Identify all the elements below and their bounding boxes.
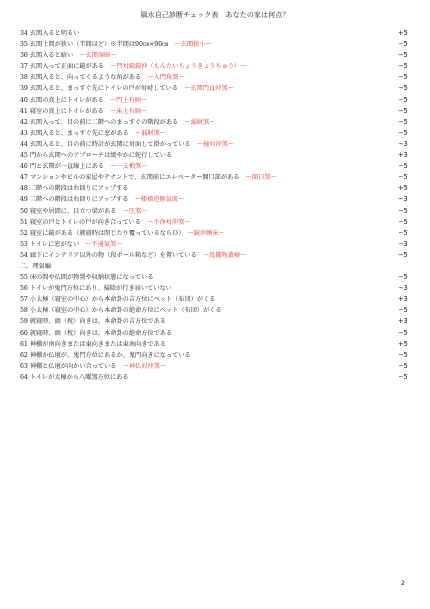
- item-description: 36 玄関入ると暗い: [20, 52, 74, 60]
- checklist-item-text: [20, 206, 147, 217]
- item-fengshui-note: 〜漏財煞〜: [184, 118, 216, 126]
- item-fengshui-note: 〜神仏対沖煞〜: [122, 362, 166, 370]
- checklist-group-riqi: [20, 272, 418, 383]
- checklist-row: [20, 72, 418, 83]
- item-description: 46 門と玄関が一直線上にある: [20, 163, 105, 171]
- item-fengshui-note: 〜鏡沖睡床〜: [187, 229, 225, 237]
- checklist-row: [20, 328, 418, 339]
- checklist-item-text: [20, 217, 190, 228]
- item-fengshui-note: 〜撞対沖煞〜: [196, 140, 235, 148]
- checklist-item-text: [20, 50, 116, 61]
- item-fengshui-note: 〜玄関門直沖煞〜: [184, 85, 234, 93]
- checklist-row: [20, 83, 418, 94]
- item-score: −5: [398, 206, 408, 215]
- checklist-item-text: [20, 117, 215, 128]
- item-score: −5: [398, 250, 408, 259]
- item-fengshui-note: 〜圧煞〜: [122, 207, 148, 215]
- item-score: −5: [398, 84, 408, 93]
- checklist-row: [20, 39, 418, 50]
- checklist-item-text: [20, 172, 277, 183]
- item-description: 63 神棚と仏壇が向かい合っている: [20, 362, 117, 370]
- item-description: 59 就寝時、頭（枕）向きは、本命卦の吉方位である: [20, 318, 166, 326]
- item-fengshui-note: 〜玄関湿暗〜: [79, 52, 117, 60]
- checklist-row: [20, 172, 418, 183]
- checklist-row: [20, 294, 418, 305]
- item-score: −5: [398, 95, 408, 104]
- item-score: −5: [398, 350, 408, 359]
- checklist-row: [20, 95, 418, 106]
- checklist-row: [20, 283, 418, 294]
- item-fengshui-note: 〜玄関狭小〜: [174, 41, 212, 49]
- item-description: 58 小太極（寝室の中心）から本命卦の絶命方位にベット（布団）がくる: [20, 307, 222, 315]
- checklist-row: [20, 194, 418, 205]
- checklist-item-text: [20, 128, 166, 139]
- item-score: −5: [398, 328, 408, 337]
- checklist-item-text: [20, 150, 172, 161]
- item-score: −5: [398, 306, 408, 315]
- item-score: +3: [398, 317, 408, 326]
- item-fengshui-note: 〜楼梯逆修氣流〜: [134, 196, 185, 204]
- item-description: 43 玄関入ると、まっすぐ先に窓がある: [20, 129, 129, 137]
- checklist: [20, 28, 418, 383]
- checklist-item-text: [20, 106, 147, 117]
- checklist-row: [20, 117, 418, 128]
- item-score: −3: [398, 195, 408, 204]
- checklist-item-text: [20, 161, 147, 172]
- item-score: −5: [398, 361, 408, 370]
- item-score: −5: [398, 73, 408, 82]
- item-fengshui-note: 〜門対鏡鏡沖（もんたいちょうきょうちゅう）〜: [110, 63, 247, 71]
- item-description: 39 玄関入ると、まっすぐ先にトイレの戸が対峙している: [20, 85, 179, 93]
- item-description: 34 玄関入ると明るい: [20, 30, 80, 37]
- item-score: −5: [398, 106, 408, 115]
- item-fengshui-note: 〜漏財煞〜: [135, 129, 166, 137]
- item-description: 37 玄関入って正面に鏡がある: [20, 63, 105, 71]
- checklist-row: [20, 350, 418, 361]
- item-score: −5: [398, 228, 408, 237]
- checklist-item-text: [20, 272, 154, 283]
- checklist-item-text: [20, 183, 128, 194]
- checklist-row: [20, 50, 418, 61]
- item-description: 52 寝室に鏡がある（就寝時は閉じたり覆っているならＯ）: [20, 229, 182, 237]
- item-score: +3: [398, 295, 408, 304]
- checklist-item-text: [20, 61, 246, 72]
- checklist-row: [20, 339, 418, 350]
- item-description: 48 二階への階段は右回りにアップする: [20, 185, 129, 193]
- item-score: −5: [398, 273, 408, 282]
- checklist-item-text: [20, 361, 166, 372]
- checklist-row: [20, 217, 418, 228]
- checklist-item-text: [20, 228, 225, 239]
- checklist-item-text: [20, 83, 234, 94]
- item-description: 55 床の間や仏間が物置や収納状態になっている: [20, 274, 154, 282]
- checklist-row: [20, 106, 418, 117]
- item-score: −5: [398, 117, 408, 126]
- checklist-group-environment: [20, 28, 418, 261]
- item-score: −3: [398, 239, 408, 248]
- item-description: 56 トイレが鬼門方位にあり、掃除が行き届いていない: [20, 285, 172, 293]
- checklist-row: [20, 61, 418, 72]
- item-description: 57 小太極（寝室の中心）から本命卦の吉方位にベット（布団）がくる: [20, 296, 216, 304]
- page-number: 2: [400, 579, 405, 587]
- section-heading: 二、理氣編: [20, 262, 51, 270]
- item-score: −5: [398, 62, 408, 71]
- item-description: 50 寝室や居間に、目立つ梁がある: [20, 207, 117, 215]
- item-score: −3: [398, 284, 408, 293]
- item-description: 53 トイレに窓がない: [20, 240, 80, 248]
- checklist-item-text: [20, 283, 172, 294]
- checklist-row: [20, 305, 418, 316]
- checklist-row: [20, 161, 418, 172]
- checklist-row: [20, 250, 418, 261]
- checklist-item-text: [20, 350, 191, 361]
- item-fengshui-note: 〜入門角煞〜: [147, 74, 185, 82]
- item-description: 51 寝室の戸とトイレの戸が向き合っている: [20, 218, 141, 226]
- page-title: 風水自己診断チェック表 あなたの家は何点？: [140, 11, 290, 19]
- item-score: −5: [398, 162, 408, 171]
- item-description: 44 玄関入ると、目の前に時計が玄関に対面して掛かっている: [20, 140, 191, 148]
- item-description: 42 玄関入って、目の前に二階へのまっすぐの階段がある: [20, 118, 179, 126]
- item-fengshui-note: 〜門上有厠〜: [109, 96, 148, 104]
- item-fengshui-note: 〜開口煞〜: [245, 174, 277, 182]
- checklist-row: [20, 150, 418, 161]
- item-score: +5: [398, 339, 408, 348]
- item-description: 54 廊下にインテリア以外の物（段ボール箱など）を置いている: [20, 251, 197, 259]
- checklist-item-text: [20, 328, 172, 339]
- checklist-row: [20, 139, 418, 150]
- item-description: 45 門から玄関へのアプローチは緩やかに蛇行している: [20, 152, 173, 160]
- checklist-item-text: [20, 72, 185, 83]
- checklist-item-text: [20, 239, 122, 250]
- item-score: +3: [398, 151, 408, 160]
- checklist-row: [20, 128, 418, 139]
- checklist-row: [20, 372, 418, 383]
- item-score: −5: [398, 51, 408, 60]
- item-description: 41 寝室の真上にトイレがある: [20, 107, 104, 115]
- item-description: 38 玄関入ると、向ってくるような角がある: [20, 74, 142, 82]
- item-score: −3: [398, 139, 408, 148]
- checklist-row: [20, 28, 418, 39]
- item-description: 60 就寝時、頭（枕）向きは、本命卦の絶命方位である: [20, 329, 173, 337]
- item-score: −5: [398, 128, 408, 137]
- item-description: 62 神棚か仏壇が、鬼門方位にあるか、鬼門向きになっている: [20, 351, 191, 359]
- checklist-row: [20, 316, 418, 327]
- checklist-item-text: [20, 39, 212, 50]
- item-score: −5: [398, 40, 408, 49]
- checklist-item-text: [20, 294, 215, 305]
- checklist-item-text: [20, 95, 147, 106]
- item-score: −5: [398, 372, 408, 381]
- checklist-item-text: [20, 250, 246, 261]
- checklist-row: [20, 239, 418, 250]
- item-score: −5: [398, 173, 408, 182]
- checklist-item-text: [20, 316, 166, 327]
- checklist-row: [20, 183, 418, 194]
- item-score: −5: [398, 217, 408, 226]
- item-description: 49 二階への階段は右回りにアップする: [20, 196, 129, 204]
- item-fengshui-note: 〜不浄対沖煞〜: [147, 218, 191, 226]
- item-score: +5: [398, 184, 408, 193]
- checklist-item-text: [20, 339, 166, 350]
- checklist-item-text: [20, 28, 79, 39]
- checklist-row: [20, 206, 418, 217]
- item-description: 40 玄関の真上にトイレがある: [20, 96, 104, 104]
- item-description: 35 玄関土間が狭い（半間ほど）※半間は90㎝×90㎝: [20, 41, 169, 49]
- item-score: +5: [398, 29, 408, 37]
- item-description: 47 マンションやビルの家屋やテナントで、玄関前にエレベーター開口部がある: [20, 174, 240, 182]
- item-fengshui-note: 〜一支槍煞〜: [110, 163, 148, 171]
- item-fengshui-note: 〜乱擺物叢癖〜: [202, 251, 247, 259]
- item-fengshui-note: 〜床上有厠〜: [109, 107, 148, 115]
- checklist-item-text: [20, 139, 234, 150]
- checklist-item-text: [20, 194, 184, 205]
- checklist-item-text: [20, 305, 222, 316]
- checklist-item-text: [20, 372, 129, 383]
- checklist-row: [20, 228, 418, 239]
- item-description: 64 トイレが太極から八曜煞方位にある: [20, 373, 129, 381]
- item-fengshui-note: 〜不通氣煞〜: [85, 240, 123, 248]
- item-description: 61 神棚が南向きまたは東向きまたは東南向きである: [20, 340, 166, 348]
- checklist-row: [20, 272, 418, 283]
- checklist-row: [20, 361, 418, 372]
